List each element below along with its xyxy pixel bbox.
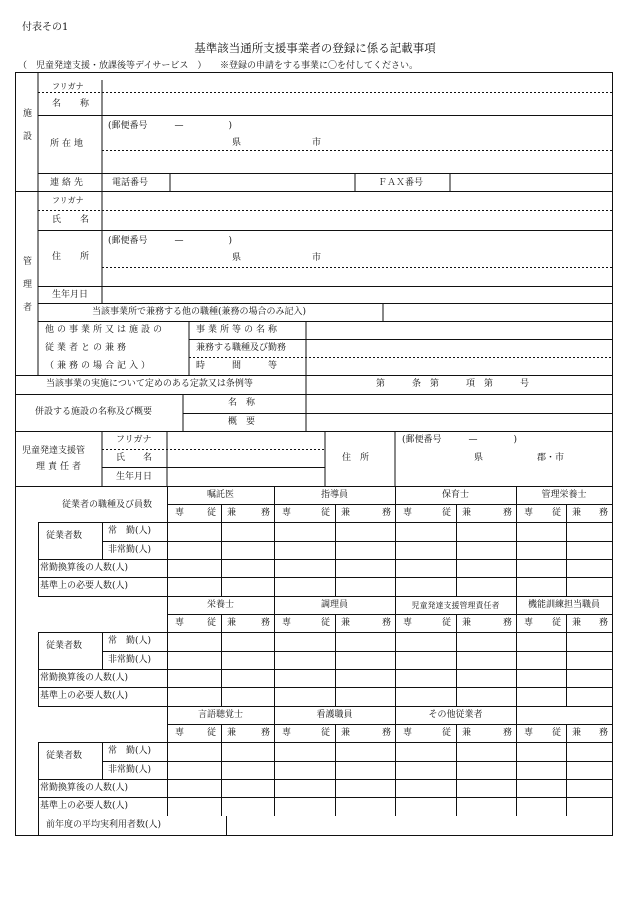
concurrent-label: 兼	[572, 728, 582, 738]
regular-label: 常 勤(人)	[108, 746, 152, 756]
concurrent-label: 務	[382, 728, 392, 738]
full-time-label: 専	[175, 508, 185, 518]
facility-phone-label: 電話番号	[112, 178, 149, 188]
required-label: 基準上の必要人数(人)	[40, 691, 129, 701]
service-manager-label-2: 理責任者	[36, 462, 85, 472]
facility-city: 市	[312, 138, 322, 148]
full-time-label: 従	[321, 508, 331, 518]
service-manager-city: 郡・市	[537, 453, 565, 463]
full-time-label: 従	[552, 728, 562, 738]
full-time-label: 専	[282, 508, 292, 518]
full-time-label: 従	[207, 618, 217, 628]
full-time-label: 専	[403, 508, 413, 518]
staff-role-header: 管理栄養士	[541, 490, 587, 500]
regulations-label: 当該事業の実施について定めのある定款又は条例等	[46, 379, 253, 389]
staff-role-header: 調理員	[320, 600, 348, 610]
hours-label: 時 間 等	[196, 361, 278, 371]
staff-role-header: 指導員	[320, 490, 348, 500]
regular-label: 常 勤(人)	[108, 636, 152, 646]
facility-fax-input[interactable]	[451, 174, 611, 190]
concurrent-label: 務	[503, 618, 513, 628]
regulations-article: 第 条 第 項 第 号	[376, 379, 530, 389]
concurrent-role-label: 兼務する職種及び勤務	[196, 343, 287, 353]
service-manager-address: 住 所	[342, 453, 370, 463]
service-manager-prefecture: 県	[474, 453, 484, 463]
concurrent-label: 兼	[227, 508, 237, 518]
staff-role-header: 保育士	[441, 490, 469, 500]
regular-label: 常 勤(人)	[108, 526, 152, 536]
full-time-label: 専	[524, 508, 534, 518]
manager-postal: (郵便番号 — )	[108, 236, 233, 246]
facility-prefecture: 県	[232, 138, 242, 148]
facility-postal: (郵便番号 — )	[108, 121, 233, 131]
concurrent-label: 兼	[227, 618, 237, 628]
service-type: （ 児童発達支援・放課後等デイサービス ）	[18, 61, 207, 71]
concurrent-label: 務	[261, 508, 271, 518]
page-title: 基準該当通所支援事業者の登録に係る記載事項	[194, 41, 436, 55]
manager-other-role-label: 当該事業所で兼務する他の職種(兼務の場合のみ記入)	[92, 307, 307, 317]
avg-users-label: 前年度の平均実利用者数(人)	[46, 820, 162, 830]
concurrent-label: 兼	[341, 728, 351, 738]
full-time-label: 専	[403, 728, 413, 738]
concurrent-label: 兼	[462, 728, 472, 738]
full-time-label: 専	[403, 618, 413, 628]
staff-role-header: 栄養士	[206, 600, 234, 610]
concurrent-label: 兼	[572, 618, 582, 628]
full-time-label: 従	[207, 508, 217, 518]
full-time-label: 従	[552, 508, 562, 518]
manager-name-label: 氏 名	[52, 215, 95, 225]
part-time-label: 非常勤(人)	[108, 765, 152, 775]
staff-heading: 従業者の職種及び員数	[62, 500, 153, 510]
manager-prefecture: 県	[232, 253, 242, 263]
office-name-label: 事業所等の名称	[196, 325, 281, 335]
facility-section-label: 施設	[21, 108, 31, 154]
concurrent-label: 務	[599, 508, 609, 518]
manager-city: 市	[312, 253, 322, 263]
full-time-label: 専	[282, 728, 292, 738]
fte-label: 常勤換算後の人数(人)	[40, 673, 129, 683]
full-time-label: 従	[442, 508, 452, 518]
fte-label: 常勤換算後の人数(人)	[40, 563, 129, 573]
concurrent-label: 兼	[462, 508, 472, 518]
concurrent-label: 務	[599, 618, 609, 628]
required-label: 基準上の必要人数(人)	[40, 801, 129, 811]
adjacent-summary-label: 概 要	[228, 417, 256, 427]
facility-address-label: 所在地	[50, 139, 87, 149]
staff-role-header: 嘱託医	[206, 490, 234, 500]
concurrent-label: 兼	[341, 508, 351, 518]
adjacent-name-label: 名 称	[228, 398, 256, 408]
facility-name-label: 名 称	[52, 99, 95, 109]
concurrent-label: 兼	[227, 728, 237, 738]
full-time-label: 専	[524, 618, 534, 628]
manager-address-label: 住 所	[52, 252, 95, 262]
manager-birthdate-label: 生年月日	[52, 290, 89, 300]
full-time-label: 専	[175, 618, 185, 628]
full-time-label: 専	[175, 728, 185, 738]
appendix-label: 付表その1	[22, 22, 69, 33]
employees-label: 従業者数	[46, 530, 83, 541]
concurrent-label: 兼	[572, 508, 582, 518]
service-manager-name: 氏 名	[116, 453, 153, 463]
full-time-label: 従	[552, 618, 562, 628]
service-manager-furigana: フリガナ	[116, 435, 152, 445]
staff-role-header: 児童発達支援管理責任者	[411, 601, 500, 610]
facility-furigana-label: フリガナ	[52, 82, 84, 91]
service-manager-label-1: 児童発達支援管	[22, 446, 86, 456]
facility-fax-label: ＦＡＸ番号	[378, 178, 424, 188]
concurrent-label: 務	[503, 508, 513, 518]
full-time-label: 従	[207, 728, 217, 738]
concurrent-label: 務	[599, 728, 609, 738]
full-time-label: 専	[282, 618, 292, 628]
concurrent-label: 兼	[462, 618, 472, 628]
service-manager-birthdate: 生年月日	[116, 472, 153, 482]
concurrent-label: 務	[382, 618, 392, 628]
concurrent-label-2: 従業者との兼務	[45, 343, 130, 353]
staff-role-header: 看護職員	[316, 710, 353, 720]
concurrent-label: 務	[503, 728, 513, 738]
staff-role-header: 言語聴覚士	[197, 710, 243, 720]
full-time-label: 従	[442, 618, 452, 628]
concurrent-label-3: （兼務の場合記入）	[45, 361, 154, 371]
manager-furigana-label: フリガナ	[52, 196, 84, 205]
concurrent-label-1: 他の事業所又は施設の	[45, 325, 166, 335]
part-time-label: 非常勤(人)	[108, 545, 152, 555]
staff-role-header: 機能訓練担当職員	[527, 600, 600, 610]
part-time-label: 非常勤(人)	[108, 655, 152, 665]
concurrent-label: 務	[382, 508, 392, 518]
adjacent-label: 併設する施設の名称及び概要	[35, 407, 153, 417]
concurrent-label: 兼	[341, 618, 351, 628]
fte-label: 常勤換算後の人数(人)	[40, 783, 129, 793]
manager-section-label: 管理者	[21, 256, 31, 325]
facility-phone-input[interactable]	[171, 174, 354, 190]
concurrent-label: 務	[261, 728, 271, 738]
full-time-label: 従	[321, 618, 331, 628]
concurrent-label: 務	[261, 618, 271, 628]
facility-contact-label: 連絡先	[50, 178, 87, 188]
instruction-text: ※登録の申請をする事業に〇を付してください。	[220, 61, 419, 71]
required-label: 基準上の必要人数(人)	[40, 581, 129, 591]
employees-label: 従業者数	[46, 750, 83, 761]
full-time-label: 従	[321, 728, 331, 738]
full-time-label: 従	[442, 728, 452, 738]
employees-label: 従業者数	[46, 640, 83, 651]
full-time-label: 専	[524, 728, 534, 738]
staff-role-header: その他従業者	[428, 710, 483, 720]
service-manager-postal: (郵便番号 — )	[402, 435, 518, 445]
